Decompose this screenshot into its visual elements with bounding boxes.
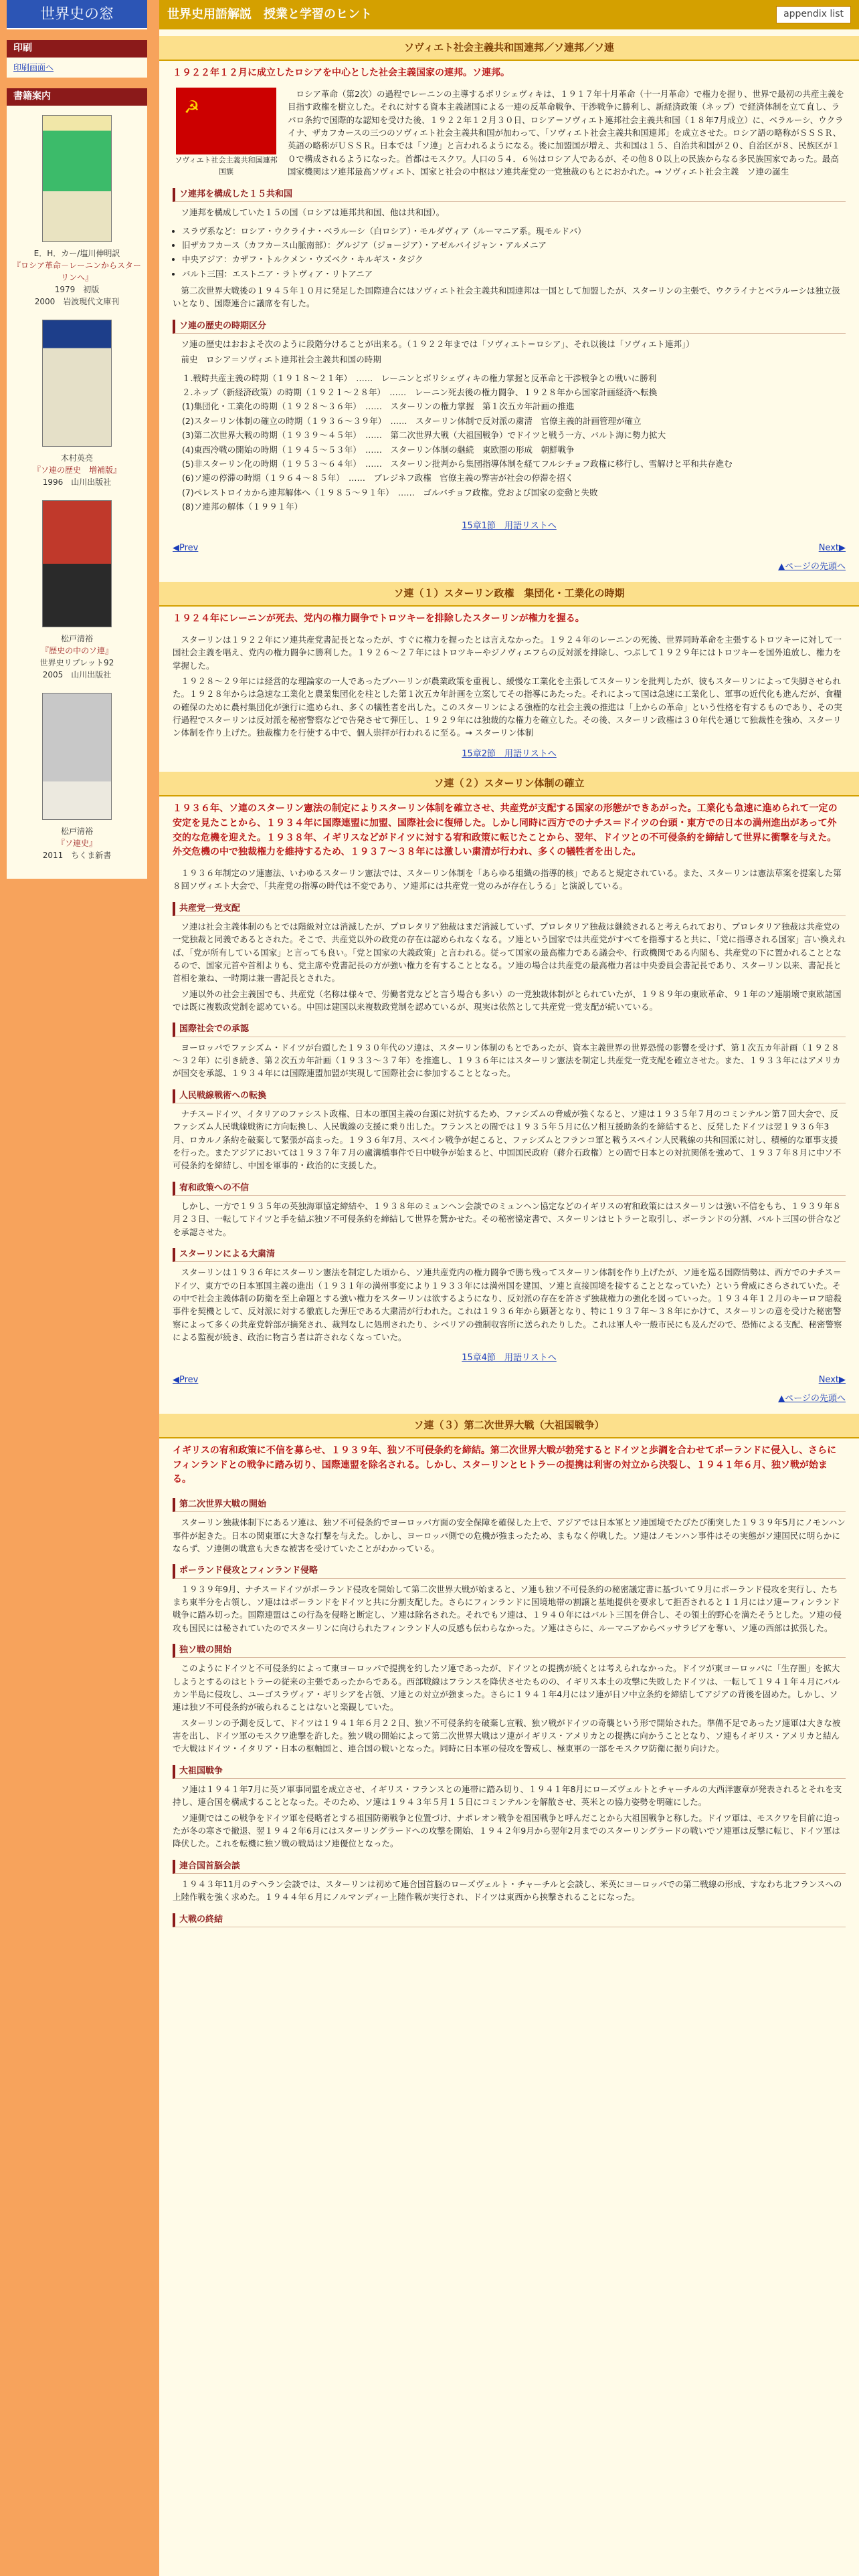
subsection-heading: 大祖国戦争 xyxy=(173,1765,846,1779)
list-item[interactable]: (5)非スターリン化の時期（１９５３～６４年） …… スターリン批判から集団指導体制を経てフルシチョフ政権に移行し、雪解けと平和共存進む xyxy=(182,458,733,469)
pager xyxy=(159,538,859,559)
subsection-heading: 独ソ戦の開始 xyxy=(173,1644,846,1658)
paragraph: スターリン独裁体制下にあるソ連は、独ソ不可侵条約でヨーロッパ方面の安全保障を確保した上で、アジアでは日本軍とソ連国境でたびたび衝突した１９３９年5月にノモンハン事件が起きた。日本の関東軍に大きな打撃を与えた。しかし、ヨーロッパ側での危機が強まったため、まもなく停戦した。ソ連はノモンハン事件はその実態がソ連国民に明らかにならず、ソ連側の戦意も大きな被害を受けていたことがわかっている。 xyxy=(173,1517,846,1554)
paragraph: １９３９年9月、ナチス＝ドイツがポーランド侵攻を開始して第二次世界大戦が始まると、ソ連も独ソ不可侵条約の秘密議定書に基づいて９月にポーランド侵攻を実行し、たちまち東半分を占領し、ソ連ははポーランドをドイツと共に分割支配した。さらにフィンランドに国境地帯の割譲と基地提供を要求して拒否されると１１月にはソ連＝フィンランド戦争に踏み切った。国際連盟はこの行為を侵略と断定し、ソ連は除名された。それでもソ連は、１９４０年にはバルト三国を併合し、その領土的野心を満たそうとした。ソ連の侵攻も国民には秘されていたのでスターリンに向けられたフィンランド人の反感も伝わらなかった。ソ連はさらに、ルーマニアからベッサラビアを奪い、ソ連の西部は拡張した。 xyxy=(173,1584,842,1633)
subsection-heading: ポーランド侵攻とフィンランド侵略 xyxy=(173,1564,846,1578)
book-cover[interactable] xyxy=(42,115,112,242)
sidebar xyxy=(0,0,154,2576)
section-heading: ソ連（１）スターリン政権 集団化・工業化の時期 xyxy=(159,582,859,607)
appendix-button[interactable]: appendix list xyxy=(776,6,851,23)
paragraph: ロシア革命（第2次）の過程でレーニンの主導するボリシェヴィキは、１９１７年十月革命（十一月革命）で権力を握り、世界で最初の共産主義を目指す政権を樹立した。それに対する資本主義諸国による一連の反革命戦争、干渉戦争に勝利し、新経済政策（ネップ）で経済体制を立て直し、ラパロ条約で国際的な認知を受けた後、１９２２年１２月３０日、ロシア＝ソヴィエト連邦社会主義共和国（１８年7月成立）に、ベラルーシ、ウクライナ、ザカフカースの三つのソヴィエト社会主義共和国が加わって、「ソヴィエト社会主義共和国連邦」を成立させた。ロシア語の略称がＳＳＳＲ、英語の略称がＵＳＳＲ。日本では「ソ連」と言われるようになる。後に加盟国が増え、共和国は１５、自治共和国が２０、自治区が８、民族区が１０で構成されるようになった。首都はモスクワ。人口の５４．６％はロシア人であるが、その他８０以上の民族からなる多民族国家であった。最高国家機関はソ連邦最高ソヴィエト、国家と社会の中枢はソ連共産党の一党独裁のもとにおかれた。→ ソヴィエト社会主義 ソ連の誕生 xyxy=(288,88,844,177)
list-item[interactable]: (1)集団化・工業化の時期（１９２８～３６年） …… スターリンの権力掌握 第１次五カ年計画の推進 xyxy=(182,401,575,412)
paragraph: ソ連の歴史はおおよそ次のように段階分けることが出来る。（１９２２年までは「ソヴィエト＝ロシア」、それ以後は「ソヴィエト連邦」） xyxy=(181,338,694,349)
subsection-heading: 大戦の終結 xyxy=(173,1913,846,1927)
section-heading: ソ連（２）スターリン体制の確立 xyxy=(159,772,859,796)
section-heading: ソ連（３）第二次世界大戦（大祖国戦争） xyxy=(159,1414,859,1438)
book-item[interactable] xyxy=(7,115,147,308)
print-heading: 印刷 xyxy=(7,40,147,58)
subsection-heading: 宥和政策への不信 xyxy=(173,1182,846,1196)
list-item[interactable]: • スラヴ系など：ロシア・ウクライナ・ベラルーシ（白ロシア）・モルダヴィア（ルーマニア系。現モルドバ） xyxy=(182,225,836,237)
book-cover[interactable] xyxy=(42,500,112,627)
flag-figure xyxy=(173,88,285,177)
subsection-heading: 第二次世界大戦の開始 xyxy=(173,1498,846,1512)
list-item[interactable]: • 旧ザカフカース（カフカース山脈南部）：グルジア（ジョージア）・アゼルバイジャン・アルメニア xyxy=(182,239,836,251)
book-item[interactable] xyxy=(7,500,147,681)
glossary-link[interactable]: 15章1節 用語リストへ xyxy=(462,521,557,532)
list-item[interactable]: (4)東西冷戦の開始の時期（１９４５～５３年） …… スターリン体制の継続 東欧圏の形成 朝鮮戦争 xyxy=(182,444,575,455)
book-meta: 松戸清裕 『歴史の中のソ連』 世界史リブレット92 2005 山川出版社 xyxy=(39,633,114,679)
subsection-heading: 連合国首脳会談 xyxy=(173,1860,846,1874)
list-item[interactable]: • 中央アジア：カザフ・トルクメン・ウズベク・キルギス・タジク xyxy=(182,253,836,265)
site-brand[interactable]: 世界史の窓 xyxy=(7,0,147,29)
paragraph: ソ連は社会主義体制のもとでは階級対立は消滅したが、プロレタリア独裁はまだ消滅していず、プロレタリア独裁は継続されると考えられており、プロレタリア独裁は共産党の一党独裁と同義であるとされた。そこで、共産党以外の政党の存在は認められなくなる。ソ連という国家では共産党がすべてを指導すると共に、「党に指導される国家」言い換えれば、「党が所有している国家」と言っても良い。「党と国家の大義政策」と言われる。従って国家の最高権力である議会や、行政機関である内閣も、共産党の下に置かれることとなるので、国家元首や首相よりも、党主席や党書記長の方が強い権力を有することとなる。ソ連の場合は共産党の最高権力者は中央委員会書記長であり、スターリン以来、書記長と首相を兼ね、一時期は兼一書記長とされた。 xyxy=(173,921,846,984)
paragraph: ヨーロッパでファシズム・ドイツが台頭した１９３０年代のソ連は、スターリン体制のもとであったが、資本主義世界の世界恐慌の影響を受けず、第１次五カ年計画（１９２８～３２年）に引き続き、第２次五カ年計画（１９３３～３７年）を推進し、１９３６年にはスターリン憲法を制定し共産党一党支配を確立させた。また、１９３３年にはアメリカが国交を承認、１９３４年には国際連盟加盟が実現して国際社会に参加することとなった。 xyxy=(173,1042,841,1079)
book-meta: 木村英亮 『ソ連の歴史 増補版』 1996 山川出版社 xyxy=(32,453,121,487)
subsection-heading: スターリンによる大粛清 xyxy=(173,1248,846,1262)
paragraph: スターリンの予測を反して、ドイツは１９４１年６月２２日、独ソ不可侵条約を破棄し宣戦、独ソ戦がドイツの奇襲という形で開始された。準備不足であったソ連軍は大きな被害を出し、ドイツ軍のモスクワ進撃を許した。独ソ戦の開始によって第二次世界大戦はソ連がイギリス・アメリカとの提携に向かうこととなり、ソ連もイギリス・アメリカと結んで大戦はドイツ・イタリア・日本の枢軸国と、連合国の戦いとなった。同時に日本軍の侵攻を警戒し、極東軍の一部をモスクワ防衛に振り向けた。 xyxy=(173,1717,841,1754)
paragraph: １９３６年制定のソ連憲法、いわゆるスターリン憲法では、スターリン体制を「あらゆる組織の指導的核」であると規定されている。また、スターリンは憲法草案を提案した第８回ソヴィエト大会で、「共産党の指導の時代は不変であり、ソ連邦には共産党一党のみが存在しうる」と演説している。 xyxy=(173,867,842,891)
paragraph: ソ連側ではこの戦争をドイツ軍を侵略者とする祖国防衛戦争と位置づけ、ナポレオン戦争を祖国戦争と呼んだことから大祖国戦争と称した。ドイツ軍は、モスクワを目前に迫ったが冬の寒さで撤退、翌１９４２年6月にはスターリングラードへの攻撃を開始、１９４２年9月から翌年2月までのスターリングラードの戦いでソ連軍は反撃に転じ、ドイツ軍は降伏した。これを転機に独ソ戦の戦局はソ連優位となった。 xyxy=(173,1812,841,1849)
book-item[interactable] xyxy=(7,693,147,861)
print-link[interactable]: 印刷画面へ xyxy=(7,58,147,78)
subsection-heading: 人民戦線戦術への転換 xyxy=(173,1089,846,1103)
subsection-heading: 国際社会での承認 xyxy=(173,1023,846,1037)
paragraph: １９４３年11月のテヘラン会談では、スターリンは初めて連合国首脳のローズヴェルト・チャーチルと会談し、米英にヨーロッパでの第二戦線の形成、すなわち北フランスへの上陸作戦を強く求めた。１９４４年６月にノルマンディー上陸作戦が実行され、ドイツは東西から挟撃されることになった。 xyxy=(173,1879,842,1903)
list-item[interactable]: • バルト三国：エストニア・ラトヴィア・リトアニア xyxy=(182,267,836,280)
list-item[interactable]: (7)ペレストロイカから連邦解体へ（１９８５～９１年） …… ゴルバチョフ政権。党および国家の変動と失敗 xyxy=(182,487,598,498)
subsection-heading: ソ連の歴史の時期区分 xyxy=(173,320,846,334)
glossary-link[interactable]: 15章4節 用語リストへ xyxy=(462,1353,557,1364)
list-item[interactable]: ２.ネップ（新経済政策）の時期（１９２１～２８年） …… レーニン死去後の権力闘争、１９２８年から国家計画経済へ転換 xyxy=(182,387,658,398)
paragraph: 第二次世界大戦後の１９４５年１０月に発足した国際連合にはソヴィエト社会主義共和国連邦は一国として加盟したが、スターリンの主張で、ウクライナとベラルーシは独立扱いとなり、国際連合に議席を有した。 xyxy=(173,286,841,309)
subsection-heading: 共産党一党支配 xyxy=(173,902,846,916)
paragraph: スターリンは１９２２年にソ連共産党書記長となったが、すぐに権力を握ったとは言えなかった。１９２４年のレーニンの死後、世界同時革命を主張するトロツキーに対して一国社会主義を唱え、党内の権力闘争に勝利した。１９２６～２７年にはトロツキーやジノヴィエフらの反対派を排除し、つぶして１９２９年にはトロツキーを国外追放し、権力を掌握した。 xyxy=(173,634,842,671)
ussr-flag xyxy=(176,88,276,154)
book-cover[interactable] xyxy=(42,320,112,447)
next-link[interactable]: Next▶ xyxy=(818,1374,846,1385)
to-top-link[interactable]: ▲ページの先頭へ xyxy=(778,561,846,572)
paragraph: ソ連は１９４１年7月に英ソ軍事同盟を成立させ、イギリス・フランスとの連帯に踏み切り、１９４１年8月にローズヴェルトとチャーチルの大西洋憲章が発表されるとそれを支持し、連合国を構成することとなった。そのため、ソ連は１９４３年５月１５日にコミンテルンを解散させ、英米との協力姿勢を明確にした。 xyxy=(173,1784,842,1808)
book-meta: E．H．カー/塩川伸明訳 『ロシア革命－レーニンからスターリンへ』 1979 初版 2000 岩波現代文庫刊 xyxy=(12,248,141,306)
paragraph: ナチス＝ドイツ、イタリアのファシスト政権、日本の軍国主義の台頭に対抗するため、ファシズムの脅威が強くなると、ソ連は１９３５年７月のコミンテルン第７回大会で、反ファシズム人民戦線戦術に方向転換し、人民戦線の支援に乗り出した。フランスとの間では１９３５年５月に仏ソ相互援助条約を締結すると、反発したドイツは翌１９３６年3月、ロカルノ条約を破棄して緊張が高まった。１９３６年7月、スペイン戦争が起こると、ファシズムとフランコ軍と戦うスペイン人民戦線の共和国派に対し、積極的な軍事支援を行った。またアジアにおいては１９３７年７月の盧溝橋事件で日中戦争が始まると、中国国民政府（蔣介石政権）との間で日本との対抗関係を強めて、１９３７年８月に中ソ不可侵条約を締結し、中国を軍事的・政治的に支援した。 xyxy=(173,1108,842,1171)
prev-link[interactable]: ◀Prev xyxy=(173,1374,199,1385)
section-body xyxy=(159,86,859,183)
list-item[interactable]: (3)第二次世界大戦の時期（１９３９～４５年） …… 第二次世界大戦（大祖国戦争）でドイツと戦う一方、バルト海に勢力拡大 xyxy=(182,430,666,441)
books-heading: 書籍案内 xyxy=(7,88,147,106)
subsection-heading: ソ連邦を構成した１５共和国 xyxy=(173,188,846,202)
pager xyxy=(159,1370,859,1391)
paragraph: しかし、一方で１９３５年の英独海軍協定締結や、１９３８年のミュンヘン会談でのミュンヘン協定などのイギリスの宥和政策にはスターリンは強い不信をもち、１９３９年８月２３日、一転してドイツと手を結ぶ独ソ不可侵条約を締結して世界を驚かせた。その秘密協定書で、スターリンはヒトラーと取引し、ポーランドの分割、バルト三国の併合などを承認させた。 xyxy=(173,1200,842,1237)
section-lead: １９２４年にレーニンが死去、党内の権力闘争でトロツキーを排除したスターリンが権力を握る。 xyxy=(173,613,585,625)
paragraph: １９２８～２９年には経営的な理論家の一人であったブハーリンが農業政策を重視し、緩慢な工業化を主張してスターリンを批判したが、彼もスターリンによって失脚させられた。１９２８年からは急速な工業化と農業集団化を柱とした第１次五カ年計画を立案してその指導にあたった。それによって国は急速に工業化し、軍事の近代化も進んだが、食糧の確保のために農村集団化が強行に進められ、多くの犠牲者を出した。このスターリンによる強権的な社会主義の推進は「上からの革命」という性格を有するものであり、その実行過程でスターリンは反対派を秘密警察などで告発させて弾圧し、１９２９年には独裁的な権力を確立した。その後、スターリン政権は３０年代を通じて独裁性を強め、スターリン体制を作り上げた。独裁権力を行使する中で、個人崇拝が行われるに至る。→ スターリン体制 xyxy=(173,675,842,738)
main-content xyxy=(159,0,859,2576)
header-bar xyxy=(159,0,859,29)
section-body xyxy=(159,632,859,744)
book-meta: 松戸清裕 『ソ連史』 2011 ちくま新書 xyxy=(42,826,112,860)
section-lead: イギリスの宥和政策に不信を募らせ、１９３９年、独ソ不可侵条約を締結。第二次世界大戦が勃発するとドイツと歩調を合わせてポーランドに侵入し、さらにフィンランドとの戦争に踏み切り、国際連盟を除名される。しかし、スターリンとヒトラーの提携は利害の対立から決裂し、１９４１年６月、独ソ戦が始まる。 xyxy=(173,1445,837,1485)
list-item[interactable]: (6)ソ連の停滞の時期（１９６４～８５年） …… ブレジネフ政権 官僚主義の弊害が社会の停滞を招く xyxy=(182,473,574,484)
paragraph: ソ連以外の社会主義国でも、共産党（名称は様々で、労働者党などと言う場合も多い）の一党独裁体制がとられていたが、１９８９年の東欧革命、９１年のソ連崩壊で東欧諸国では既に複数政党制を認めている。中国は建国以来複数政党制を認めているが、現実は依然として共産党一党支配が続いている。 xyxy=(173,988,842,1012)
to-top-link[interactable]: ▲ページの先頭へ xyxy=(778,1393,846,1404)
section-lead: １９２２年１２月に成立したロシアを中心とした社会主義国家の連邦。ソ連邦。 xyxy=(173,68,510,79)
paragraph: スターリンは１９３６年にスターリン憲法を制定した頃から、ソ連共産党内の権力闘争で勝ち残ってスターリン体制を作り上げたが、ソ連を巡る国際情勢は、西方でのナチス＝ドイツ、東方での日本軍国主義の進出（１９３１年の満州事変により１９３３年には満州国を建国、ソ連と直接国境を接することとなっていた）という脅威にさらされていた。その中で社会主義体制の防衛を至上命題とする強い権力をスターリンは欲するようになり、反対派の存在を許さず独裁権力の強化を図っていった。１９３４年１２月のキーロフ暗殺事件を契機として、反対派に対する徹底した弾圧である大粛清が行われた。これは１９３６年から顕著となり、特に１９３７年～３８年にかけて、スターリンの意を受けた秘密警察によって多くの共産党幹部が摘発され、裁判なしに処刑されたり、シベリアの強制収容所に送られたりした。これは軍人や一般市民にも及んだので、恐怖による支配、秘密警察による監視が続き、政治に物言う者は許されなくなっていた。 xyxy=(173,1267,842,1343)
republic-list xyxy=(159,223,859,284)
list-item[interactable]: (8)ソ連邦の解体（１９９１年） xyxy=(182,502,303,512)
list-item[interactable]: (2)スターリン体制の確立の時期（１９３６～３９年） …… スターリン体制で反対派の粛清 官僚主義的計画管理が確立 xyxy=(182,415,642,426)
flag-caption: ソヴィエト社会主義共和国連邦 国旗 xyxy=(175,155,285,176)
book-list xyxy=(7,106,147,879)
period-list xyxy=(159,370,859,516)
book-item[interactable] xyxy=(7,320,147,488)
paragraph: このようにドイツと不可侵条約によって東ヨーロッパで提携を約したソ連であったが、ドイツとの提携が続くとは考えられなかった。ドイツが東ヨーロッパに「生存圏」を拡大しようとするのはヒトラーの従来の主張であったからである。西部戦線はフランスを降伏させたものの、イギリス本土の攻撃に失敗したドイツは、一転して１９４１年４月にバルカン半島に侵攻し、ユーゴスラヴィア・ギリシアを占領、ソ連との対立が強まった。さらに１９４１年4月にはソ連が日ソ中立条約を締結してアジアの背後を固めた。しかし、ソ連は独ソ不可侵条約が破られることはないと楽観していた。 xyxy=(173,1663,841,1713)
next-link[interactable]: Next▶ xyxy=(818,542,846,553)
paragraph: ソ連邦を構成していた１５の国（ロシアは連邦共和国、他は共和国）。 xyxy=(181,207,445,218)
prev-link[interactable]: ◀Prev xyxy=(173,542,199,553)
paragraph[interactable]: 前史 ロシア＝ソヴィエト連邦社会主義共和国の時期 xyxy=(181,354,381,365)
section-lead: １９３６年、ソ連のスターリン憲法の制定によりスターリン体制を確立させ、共産党が支配する国家の形態ができあがった。工業化も急速に進められて一定の安定を見たことから、１９３４年に国際連盟に加盟、国際社会に復帰した。しかし同時に西方でのナチス＝ドイツの台頭・東方での日本の満州進出があって外交的な危機を迎えた。１９３８年、イギリスなどがドイツに対する宥和政策に転じたことから、翌年、ドイツとの不可侵条約を締結して世界に衝撃を与えた。外交危機の中で独裁権力を維持するため、１９３７～３８年には激しい粛清が行われ、多くの犠牲者を出した。 xyxy=(173,803,838,858)
glossary-link[interactable]: 15章2節 用語リストへ xyxy=(462,748,557,759)
section-heading: ソヴィエト社会主義共和国連邦／ソ連邦／ソ連 xyxy=(159,36,859,61)
page-title: 世界史用語解説 授業と学習のヒント xyxy=(167,7,372,22)
hammer-sickle-icon: ☭ xyxy=(184,97,200,118)
book-cover[interactable] xyxy=(42,693,112,820)
list-item[interactable]: １.戦時共産主義の時期（１９１８～２１年） …… レーニンとボリシェヴィキの権力掌握と反革命と干渉戦争との戦いに勝利 xyxy=(182,372,657,383)
